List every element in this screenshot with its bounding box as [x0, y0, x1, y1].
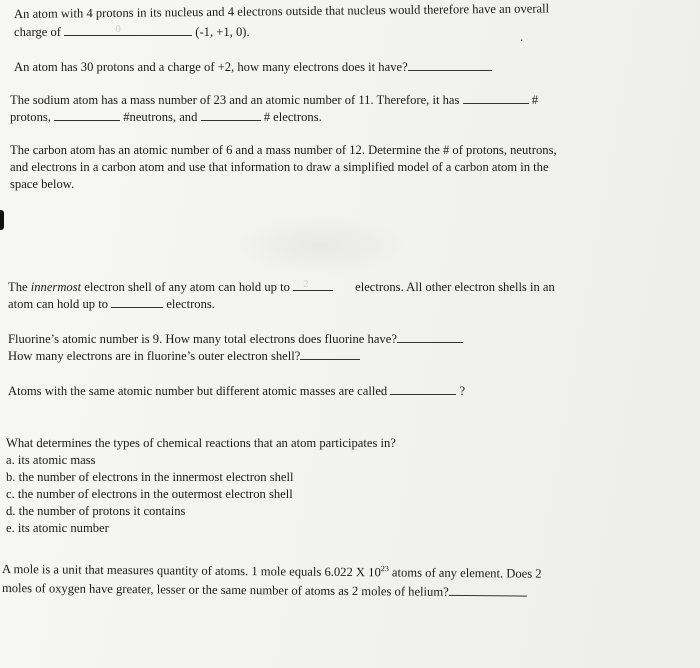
page-edge-mark [0, 210, 4, 230]
q5-line2: atom can hold up to electrons. [8, 297, 215, 311]
q5-line1: The innermost electron shell of any atom can hold up to 2 electrons. All other electron shells in an [8, 278, 555, 294]
q5-blank-other[interactable] [111, 296, 163, 308]
q2-answer-blank[interactable] [408, 59, 492, 71]
q9-line2: moles of oxygen have greater, lesser or the same number of atoms as 2 moles of helium? [2, 580, 527, 601]
q6-line1: Fluorine’s atomic number is 9. How many total electrons does fluorine have? [8, 331, 463, 347]
q2-line: An atom has 30 protons and a charge of +2, how many electrons does it have? [14, 59, 492, 75]
q3-line1: The sodium atom has a mass number of 23 and an atomic number of 11. Therefore, it has # [10, 93, 539, 107]
q8-option-e[interactable]: e. its atomic number [6, 521, 109, 535]
q9-answer-blank[interactable] [449, 584, 527, 597]
q3-line2: protons, #neutrons, and # electrons. [10, 110, 322, 124]
q3-blank-electrons[interactable] [201, 109, 261, 121]
q3-blank-neutrons[interactable] [54, 109, 120, 121]
q1-line2: charge of 0 (-1, +1, 0). [14, 23, 250, 39]
q1-answer-blank[interactable]: 0 [64, 24, 192, 36]
q7-answer-blank[interactable] [390, 383, 456, 395]
q5-blank-innermost[interactable]: 2 [293, 279, 333, 291]
q1-line1: An atom with 4 protons in its nucleus and 4 electrons outside that nucleus would therefore have an overall [13, 1, 550, 21]
q7-line: Atoms with the same atomic number but different atomic masses are called ? [8, 384, 466, 398]
q8-option-a[interactable]: a. its atomic mass [6, 453, 96, 467]
q6-blank-outer[interactable] [300, 348, 360, 360]
q4-line1: The carbon atom has an atomic number of 6 and a mass number of 12. Determine the # of protons, neutrons, [10, 143, 557, 157]
q9-line1: A mole is a unit that measures quantity of atoms. 1 mole equals 6.022 X $10^{23}$ atoms of any element. Does 2 [1, 562, 542, 581]
faded-smudge [230, 215, 410, 275]
q4-line2: and electrons in a carbon atom and use that information to draw a simplified model of a carbon atom in the [10, 160, 549, 174]
q1-trailing-mark: . [520, 30, 524, 44]
q8-question: What determines the types of chemical reactions that an atom participates in? [6, 436, 396, 450]
q3-blank-protons[interactable] [463, 92, 529, 104]
q4-line3: space below. [10, 177, 75, 191]
q8-option-b[interactable]: b. the number of electrons in the innermost electron shell [6, 470, 294, 484]
q8-option-d[interactable]: d. the number of protons it contains [6, 504, 186, 518]
q6-line2: How many electrons are in fluorine’s outer electron shell? [8, 348, 360, 364]
q6-blank-total[interactable] [397, 331, 463, 343]
q8-option-c[interactable]: c. the number of electrons in the outermost electron shell [6, 487, 293, 501]
